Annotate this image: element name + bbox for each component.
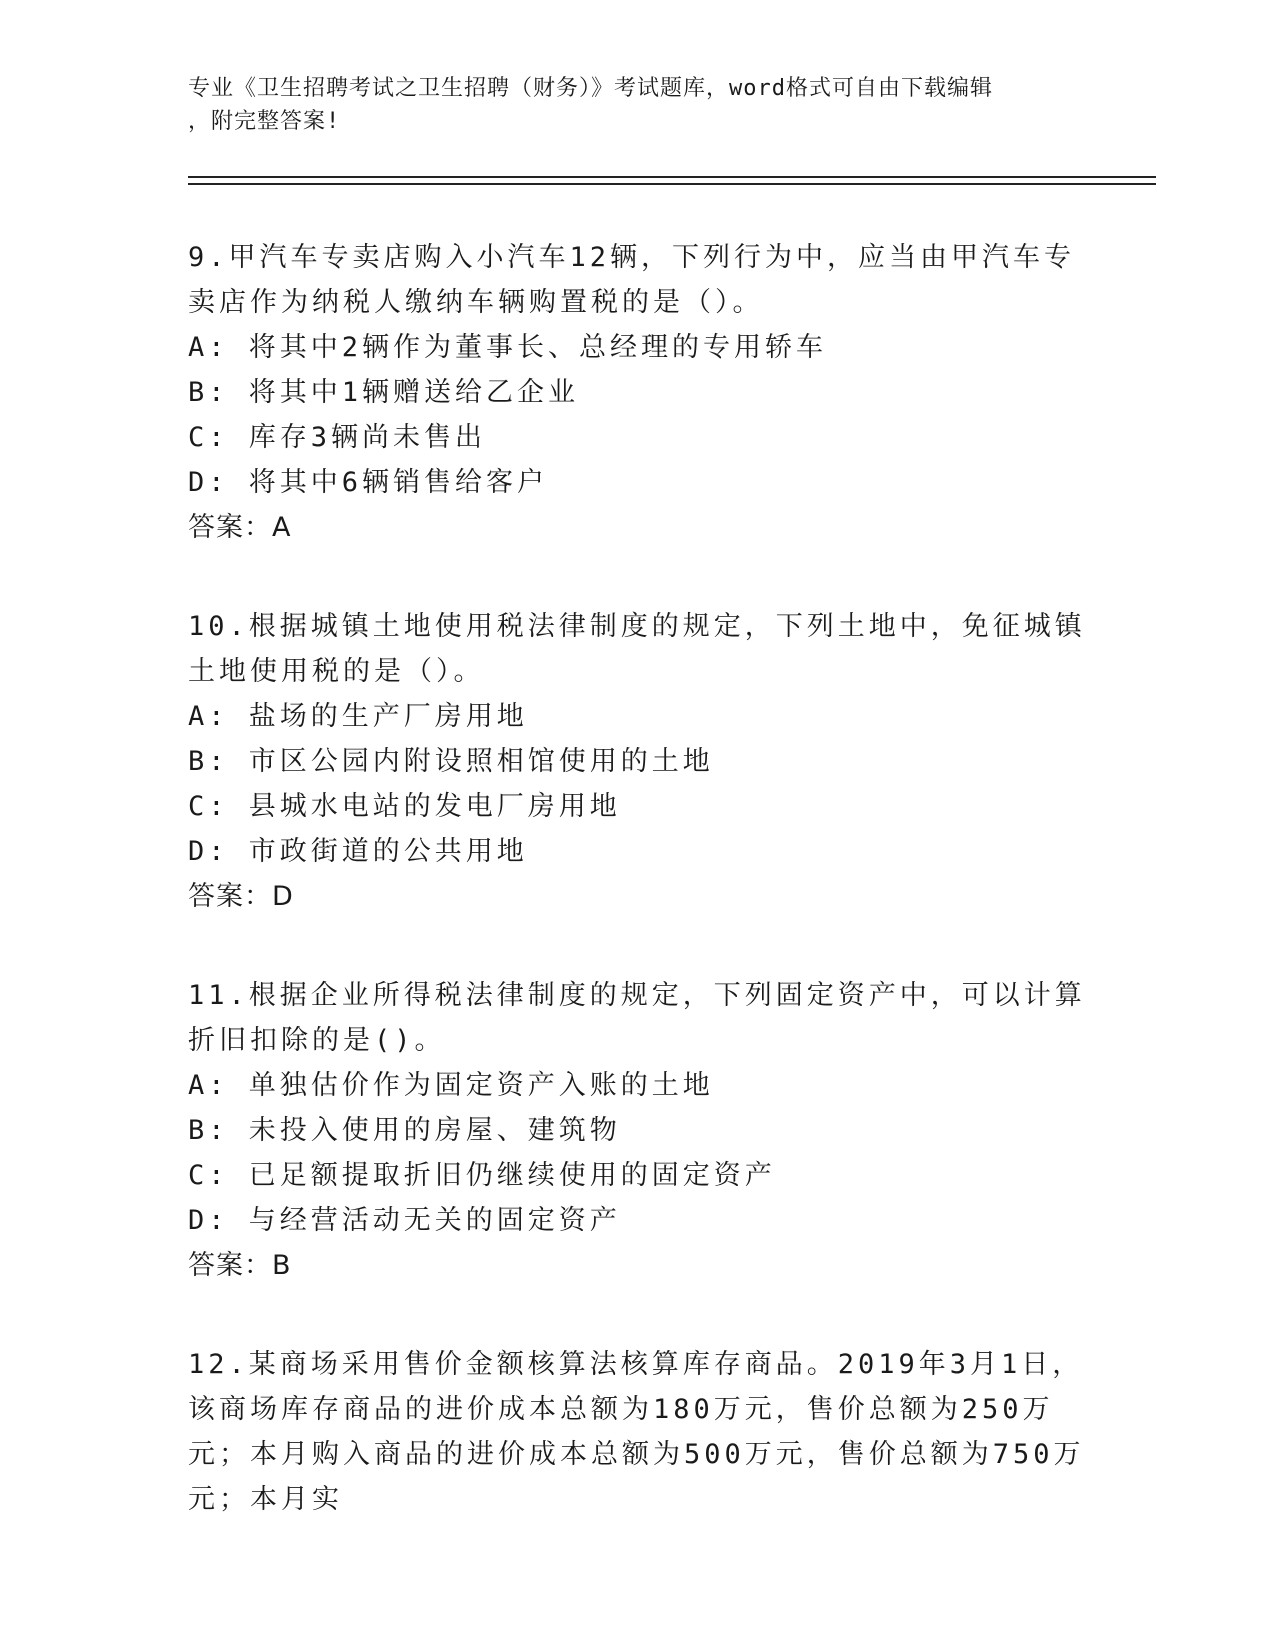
option-b: B: 将其中1辆赠送给乙企业 [188,377,580,408]
option-d: D: 将其中6辆销售给客户 [188,467,549,498]
header-divider-bottom [188,183,1156,185]
option-a: A: 单独估价作为固定资产入账的土地 [188,1070,714,1101]
option-d: D: 市政街道的公共用地 [188,836,528,867]
question-stem: 9.甲汽车专卖店购入小汽车12辆，下列行为中，应当由甲汽车专卖店作为纳税人缴纳车辆购置税的是（）。 [188,242,1076,318]
question-12 [188,1342,1088,1522]
question-stem: 12.某商场采用售价金额核算法核算库存商品。2019年3月1日，该商场库存商品的进价成本总额为180万元，售价总额为250万元；本月购入商品的进价成本总额为500万元，售价总额为750万元；本月实 [188,1349,1085,1515]
option-a: A: 将其中2辆作为董事长、总经理的专用轿车 [188,332,828,363]
question-11 [188,973,1088,1288]
option-c: C: 库存3辆尚未售出 [188,422,487,453]
option-a: A: 盐场的生产厂房用地 [188,701,528,732]
question-list [188,235,1088,1576]
header-line-1: 专业《卫生招聘考试之卫生招聘（财务）》考试题库，word格式可自由下载编辑 [188,76,993,101]
answer: 答案：D [188,881,294,912]
option-b: B: 未投入使用的房屋、建筑物 [188,1115,621,1146]
header-divider-top [188,176,1156,178]
question-10 [188,604,1088,919]
option-c: C: 已足额提取折旧仍继续使用的固定资产 [188,1160,776,1191]
answer: 答案：B [188,1250,292,1281]
header-line-2: ，附完整答案! [188,109,341,134]
option-d: D: 与经营活动无关的固定资产 [188,1205,621,1236]
option-c: C: 县城水电站的发电厂房用地 [188,791,621,822]
question-9 [188,235,1088,550]
option-b: B: 市区公园内附设照相馆使用的土地 [188,746,714,777]
question-stem: 10.根据城镇土地使用税法律制度的规定，下列土地中，免征城镇土地使用税的是（）。 [188,611,1086,687]
answer: 答案：A [188,512,292,543]
question-stem: 11.根据企业所得税法律制度的规定，下列固定资产中，可以计算折旧扣除的是()。 [188,980,1086,1056]
document-header [188,72,1068,138]
